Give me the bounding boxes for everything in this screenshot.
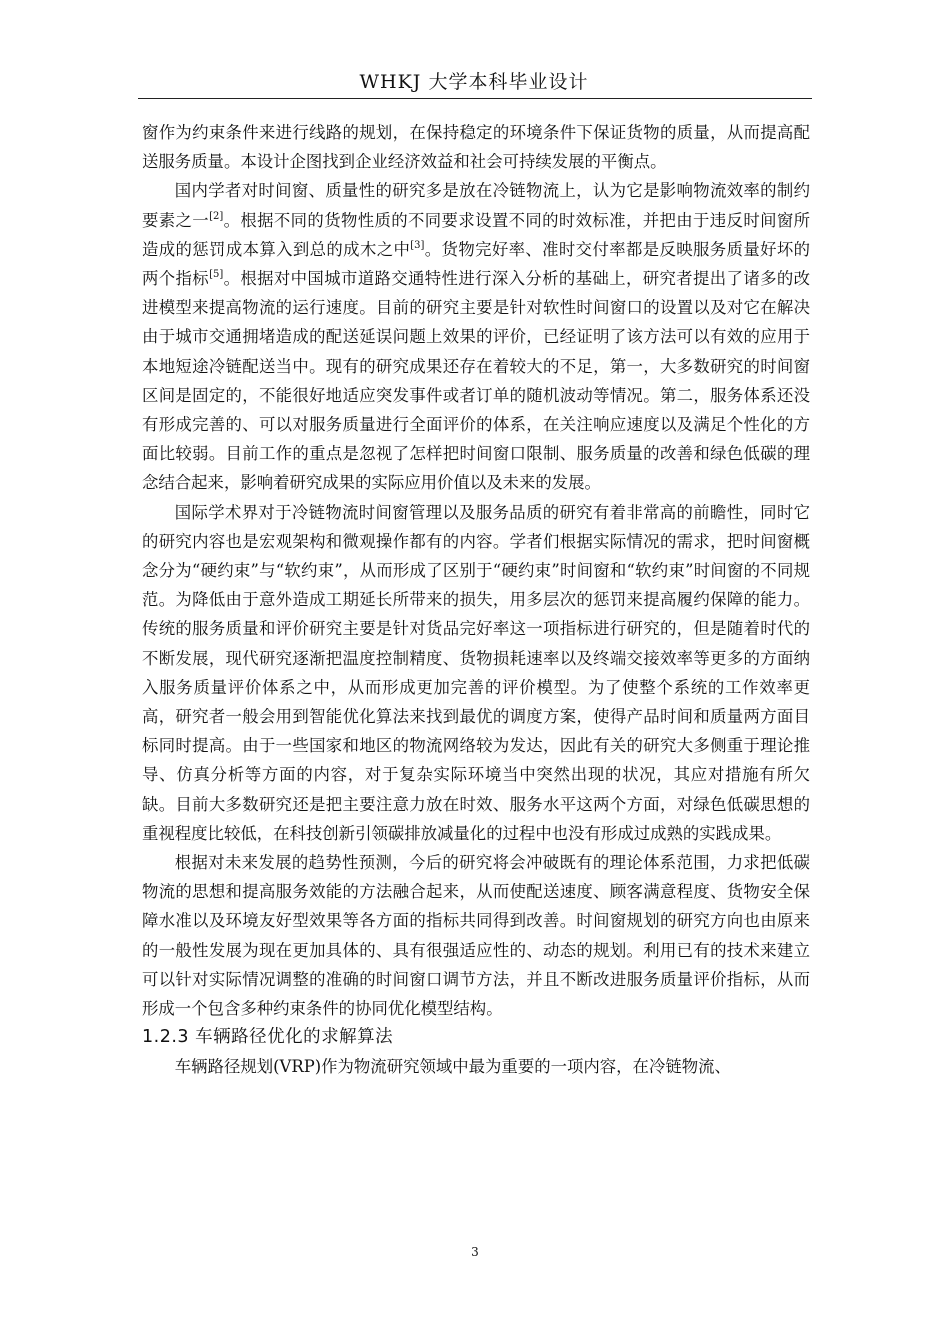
citation-5: [5]: [209, 269, 224, 281]
citation-3: [3]: [410, 239, 425, 251]
citation-2: [2]: [209, 210, 224, 222]
section-heading-1-2-3: 1.2.3 车辆路径优化的求解算法: [142, 1027, 394, 1048]
page-header: WHKJ 大学本科毕业设计: [359, 71, 589, 93]
paragraph-vrp-intro: 车辆路径规划(VRP)作为物流研究领域中最为重要的一项内容，在冷链物流、: [174, 1057, 731, 1077]
header-rule: [138, 98, 812, 99]
paragraph-text: 。根据不同的货物性质的不同要求设置不同的时效标准，并把由于违反时间窗所造成的惩罚成本算入到总的成木之中: [142, 210, 811, 259]
page-number: 3: [471, 1245, 479, 1259]
body-text: [142, 118, 810, 1082]
paragraph-international-research: 国际学术界对于冷链物流时间窗管理以及服务品质的研究有着非常高的前瞻性，同时它的研究内容也是宏观架构和微观操作都有的内容。学者们根据实际情况的需求，把时间窗概念分为“硬约束”与“软约束”，从而形成了区别于“硬约束”时间窗和“软约束”时间窗的不同规范。为降低由于意外造成工期延长所带来的损失，用多层次的惩罚来提高履约保障的能力。传统的服务质量和评价研究主要是针对货品完好率这一项指标进行研究的，但是随着时代的不断发展，现代研究逐渐把温度控制精度、货物损耗速率以及终端交接效率等更多的方面纳入服务质量评价体系之中，从而形成更加完善的评价模型。为了使整个系统的工作效率更高，研究者一般会用到智能优化算法来找到最优的调度方案，使得产品时间和质量两方面目标同时提高。由于一些国家和地区的物流网络较为发达，因此有关的研究大多侧重于理论推导、仿真分析等方面的内容，对于复杂实际环境当中突然出现的状况，其应对措施有所欠缺。目前大多数研究还是把主要注意力放在时效、服务水平这两个方面，对绿色低碳思想的重视程度比较低，在科技创新引领碳排放减量化的过程中也没有形成过成熟的实践成果。: [142, 502, 810, 843]
paragraph-domestic-research: [142, 176, 810, 497]
paragraph-text: 。货物完好率、准时交付率都是反映服务质量好坏的两个指标: [142, 239, 811, 289]
paragraph-text: 国内学者对时间窗、质量性的研究多是放在冷链物流上，认为它是影响物流效率的制约要素之一: [142, 181, 810, 230]
paragraph-future-trends: 根据对未来发展的趋势性预测，今后的研究将会冲破既有的理论体系范围，力求把低碳物流的思想和提高服务效能的方法融合起来，从而使配送速度、顾客满意程度、货物安全保障水准以及环境友好型效果等各方面的指标共同得到改善。时间窗规划的研究方向也由原来的一般性发展为现在更加具体的、具有很强适应性的、动态的规划。利用已有的技术来建立可以针对实际情况调整的准确的时间窗口调节方法，并且不断改进服务质量评价指标，从而形成一个包含多种约束条件的协同优化模型结构。: [142, 853, 810, 1019]
paragraph-continuation: 窗作为约束条件来进行线路的规划，在保持稳定的环境条件下保证货物的质量，从而提高配送服务质量。本设计企图找到企业经济效益和社会可持续发展的平衡点。: [142, 123, 810, 172]
paragraph-text: 。根据对中国城市道路交通特性进行深入分析的基础上，研究者提出了诸多的改进模型来提高物流的运行速度。目前的研究主要是针对软性时间窗口的设置以及对它在解决由于城市交通拥堵造成的配送延误问题上效果的评价，已经证明了该方法可以有效的应用于本地短途冷链配送当中。现有的研究成果还存在着较大的不足，第一，大多数研究的时间窗区间是固定的，不能很好地适应突发事件或者订单的随机波动等情况。第二，服务体系还没有形成完善的、可以对服务质量进行全面评价的体系，在关注响应速度以及满足个性化的方面比较弱。目前工作的重点是忽视了怎样把时间窗口限制、服务质量的改善和绿色低碳的理念结合起来，影响着研究成果的实际应用价值以及未来的发展。: [142, 269, 811, 493]
